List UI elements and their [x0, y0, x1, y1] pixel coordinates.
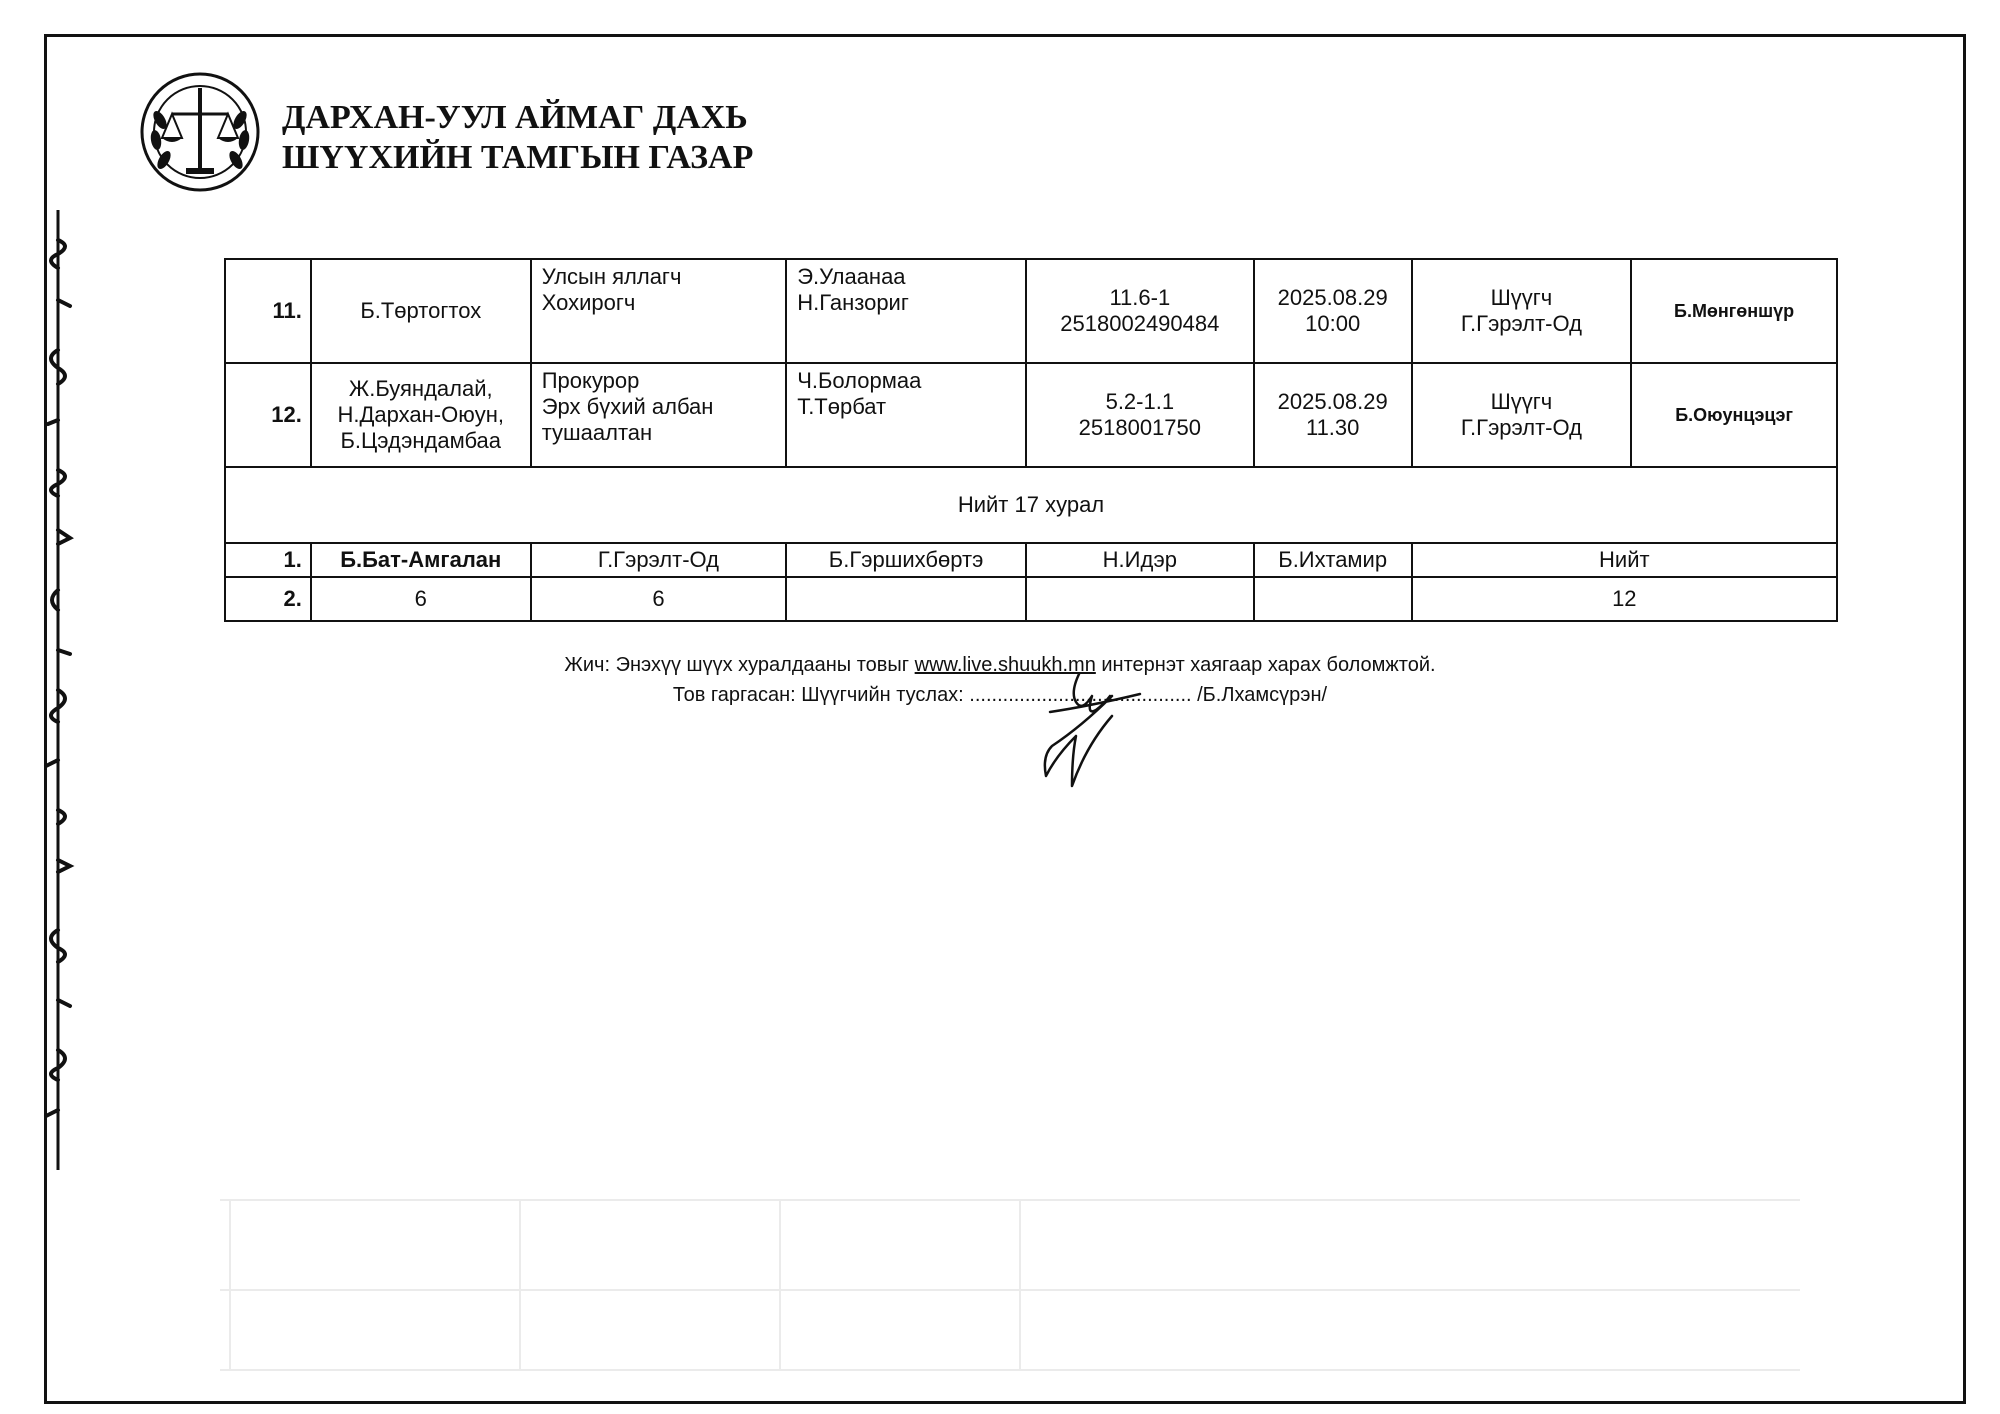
faded-background-table	[220, 1180, 1800, 1380]
signature-icon	[1020, 672, 1150, 792]
judge-title: Шүүгч	[1490, 285, 1553, 310]
clerk-cell: Б.Мөнгөншүр	[1631, 259, 1837, 363]
summary-total-label: Нийт	[1412, 543, 1837, 577]
row-number: 12.	[225, 363, 311, 467]
summary-count: 6	[531, 577, 787, 621]
summary-cell: 1.	[225, 543, 311, 577]
judge-name: Г.Гэрэлт-Од	[1460, 415, 1582, 440]
schedule-note	[0, 650, 2000, 710]
summary-row	[225, 543, 1837, 577]
defendant-cell	[311, 363, 531, 467]
party-line: Эрх бүхий албан	[541, 394, 714, 419]
table-row	[225, 363, 1837, 467]
judge-title: Шүүгч	[1490, 389, 1553, 414]
representative-name: Т.Төрбат	[797, 394, 887, 419]
representative-cell	[786, 363, 1026, 467]
note-line2: Тов гаргасан: Шүүгчийн туслах: ........................................ /Б.Лхамсүрэн/	[672, 684, 1328, 706]
judge-name: Г.Гэрэлт-Од	[1460, 311, 1582, 336]
summary-count: 6	[311, 577, 531, 621]
judge-cell	[1412, 363, 1632, 467]
case-cell	[1026, 259, 1254, 363]
clerk-cell: Б.Оюунцэцэг	[1631, 363, 1837, 467]
party-line: Прокурор	[541, 368, 640, 393]
hearing-schedule-table	[224, 258, 1838, 622]
party-line: тушаалтан	[541, 420, 653, 445]
party-line: Хохирогч	[541, 290, 636, 315]
datetime-cell	[1254, 259, 1412, 363]
note-suffix: интернэт хаягаар харах боломжтой.	[1095, 654, 1436, 676]
defendant-name: Н.Дархан-Оюун,	[337, 402, 504, 427]
live-shuukh-link[interactable]: www.live.shuukh.mn	[914, 654, 1096, 676]
summary-judge-name: Г.Гэрэлт-Од	[531, 543, 787, 577]
case-number: 2518001750	[1078, 415, 1201, 440]
summary-judge-name: Б.Ихтамир	[1254, 543, 1412, 577]
case-number: 2518002490484	[1060, 311, 1220, 336]
court-name	[282, 98, 753, 178]
total-row	[225, 467, 1837, 543]
party-cell	[531, 363, 787, 467]
defendant-name: Ж.Буяндалай,	[348, 376, 493, 401]
summary-total-count: 12	[1412, 577, 1837, 621]
representative-name: Э.Улаанаа	[797, 264, 906, 289]
summary-judge-name: Б.Гэршихбөртэ	[786, 543, 1026, 577]
defendant-name: Б.Төртогтох	[360, 298, 482, 323]
representative-name: Н.Ганзориг	[797, 290, 909, 315]
article-number: 5.2-1.1	[1105, 389, 1175, 414]
row-number: 11.	[225, 259, 311, 363]
judge-cell	[1412, 259, 1632, 363]
summary-row	[225, 577, 1837, 621]
summary-judge-name: Н.Идэр	[1026, 543, 1254, 577]
summary-cell: 2.	[225, 577, 311, 621]
hearing-time: 11.30	[1305, 415, 1360, 440]
total-hearings: Нийт 17 хурал	[225, 467, 1837, 543]
datetime-cell	[1254, 363, 1412, 467]
court-name-line1: ДАРХАН-УУЛ АЙМАГ ДАХЬ	[282, 99, 748, 136]
party-cell	[531, 259, 787, 363]
court-name-line2: ШҮҮХИЙН ТАМГЫН ГАЗАР	[282, 139, 754, 176]
summary-judge-name: Б.Бат-Амгалан	[311, 543, 531, 577]
representative-name: Ч.Болормаа	[797, 368, 922, 393]
scales-of-justice-icon	[138, 70, 262, 194]
table-row	[225, 259, 1837, 363]
note-prefix: Жич: Энэхүү шүүх хуралдааны товыг	[564, 654, 915, 676]
hearing-date: 2025.08.29	[1277, 285, 1388, 310]
summary-count	[1026, 577, 1254, 621]
summary-count	[786, 577, 1026, 621]
representative-cell	[786, 259, 1026, 363]
defendant-cell	[311, 259, 531, 363]
hearing-time: 10:00	[1305, 311, 1361, 336]
article-number: 11.6-1	[1109, 285, 1171, 310]
hearing-date: 2025.08.29	[1277, 389, 1388, 414]
summary-count	[1254, 577, 1412, 621]
party-line: Улсын яллагч	[541, 264, 682, 289]
defendant-name: Б.Цэдэндамбаа	[340, 428, 502, 453]
case-cell	[1026, 363, 1254, 467]
note-line1	[0, 650, 2000, 680]
